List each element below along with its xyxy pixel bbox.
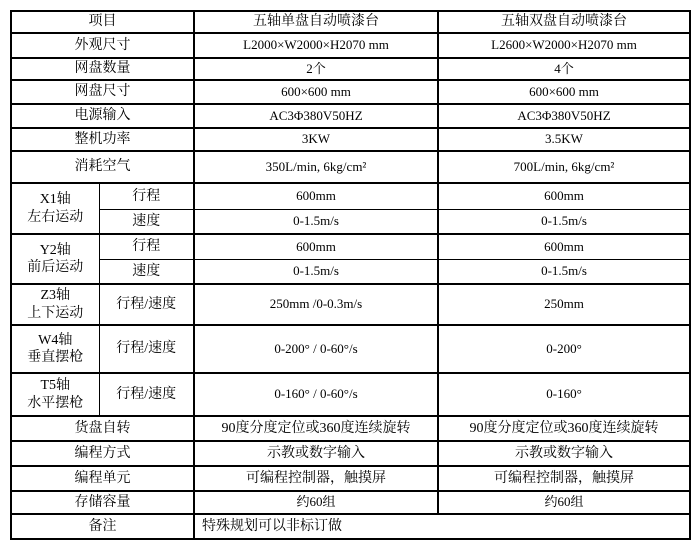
param-label: 行程/速度 (99, 284, 194, 325)
axis-label (11, 234, 99, 284)
axis-name: X1轴 (39, 192, 71, 207)
value-cell: 0-1.5m/s (194, 259, 438, 284)
table-row (11, 373, 690, 416)
axis-motion: 前后运动 (27, 260, 84, 275)
value-cell: L2000×W2000×H2070 mm (194, 33, 438, 58)
value-cell: 4个 (438, 58, 690, 80)
param-label: 行程 (99, 183, 194, 209)
header-single-table: 五轴单盘自动喷漆台 (194, 11, 438, 33)
row-label: 整机功率 (11, 128, 194, 151)
axis-name: W4轴 (38, 332, 73, 348)
param-label: 行程/速度 (99, 325, 194, 373)
remark-value: 特殊规划可以非标订做 (194, 514, 690, 539)
value-cell: 示教或数字输入 (194, 441, 438, 466)
value-cell: 600×600 mm (194, 80, 438, 104)
value-cell: 250mm (438, 284, 690, 325)
value-cell: 0-160° (438, 373, 690, 416)
param-label: 行程/速度 (99, 373, 194, 416)
value-cell: 0-1.5m/s (194, 209, 438, 234)
row-label: 编程方式 (11, 441, 194, 466)
value-cell: AC3Φ380V50HZ (438, 104, 690, 128)
value-cell: 600mm (438, 183, 690, 209)
row-label: 网盘数量 (11, 58, 194, 80)
value-cell: 0-200° (438, 325, 690, 373)
table-row (11, 80, 690, 104)
value-cell: 90度分度定位或360度连续旋转 (438, 416, 690, 441)
axis-motion: 左右运动 (27, 209, 84, 225)
value-cell: 600mm (194, 234, 438, 259)
row-label: 外观尺寸 (11, 33, 194, 58)
header-row (11, 11, 690, 33)
axis-label (11, 183, 99, 234)
value-cell: 600×600 mm (438, 80, 690, 104)
row-label: 消耗空气 (11, 151, 194, 183)
value-cell: 600mm (438, 234, 690, 259)
value-cell: 0-200° / 0-60°/s (194, 325, 438, 373)
table-row (11, 416, 690, 441)
row-label: 货盘自转 (11, 416, 194, 441)
table-row (11, 58, 690, 80)
table-row (11, 183, 690, 209)
param-label: 速度 (99, 259, 194, 284)
table-row (11, 466, 690, 491)
value-cell: 90度分度定位或360度连续旋转 (194, 416, 438, 441)
value-cell: 350L/min, 6kg/cm² (194, 151, 438, 183)
table-row (11, 441, 690, 466)
value-cell: 0-1.5m/s (438, 259, 690, 284)
table-row (11, 151, 690, 183)
value-cell: 约60组 (438, 491, 690, 514)
value-cell: 0-160° / 0-60°/s (194, 373, 438, 416)
axis-name: T5轴 (40, 378, 71, 393)
param-label: 速度 (99, 209, 194, 234)
row-label: 备注 (11, 514, 194, 539)
table-row (11, 325, 690, 373)
row-label: 网盘尺寸 (11, 80, 194, 104)
axis-motion: 水平摆枪 (27, 395, 84, 411)
table-row (11, 33, 690, 58)
axis-label (11, 284, 99, 325)
axis-motion: 上下运动 (27, 305, 84, 321)
value-cell: 3.5KW (438, 128, 690, 151)
header-double-table: 五轴双盘自动喷漆台 (438, 11, 690, 33)
axis-name: Y2轴 (39, 242, 71, 258)
header-item: 项目 (11, 11, 194, 33)
table-row (11, 128, 690, 151)
value-cell: 示教或数字输入 (438, 441, 690, 466)
value-cell: AC3Φ380V50HZ (194, 104, 438, 128)
spec-table (10, 10, 691, 540)
value-cell: 0-1.5m/s (438, 209, 690, 234)
table-row (11, 104, 690, 128)
value-cell: 600mm (194, 183, 438, 209)
value-cell: 2个 (194, 58, 438, 80)
table-row (11, 234, 690, 259)
axis-motion: 垂直摆枪 (27, 350, 84, 365)
row-label: 电源输入 (11, 104, 194, 128)
param-label: 行程 (99, 234, 194, 259)
axis-label (11, 373, 99, 416)
value-cell: 700L/min, 6kg/cm² (438, 151, 690, 183)
value-cell: L2600×W2000×H2070 mm (438, 33, 690, 58)
remark-row (11, 514, 690, 539)
value-cell: 3KW (194, 128, 438, 151)
value-cell: 250mm /0-0.3m/s (194, 284, 438, 325)
value-cell: 可编程控制器，触摸屏 (438, 466, 690, 491)
row-label: 编程单元 (11, 466, 194, 491)
value-cell: 可编程控制器，触摸屏 (194, 466, 438, 491)
axis-label (11, 325, 99, 373)
value-cell: 约60组 (194, 491, 438, 514)
table-row (11, 209, 690, 234)
axis-name: Z3轴 (40, 288, 71, 303)
table-row (11, 259, 690, 284)
table-row (11, 491, 690, 514)
row-label: 存储容量 (11, 491, 194, 514)
table-row (11, 284, 690, 325)
